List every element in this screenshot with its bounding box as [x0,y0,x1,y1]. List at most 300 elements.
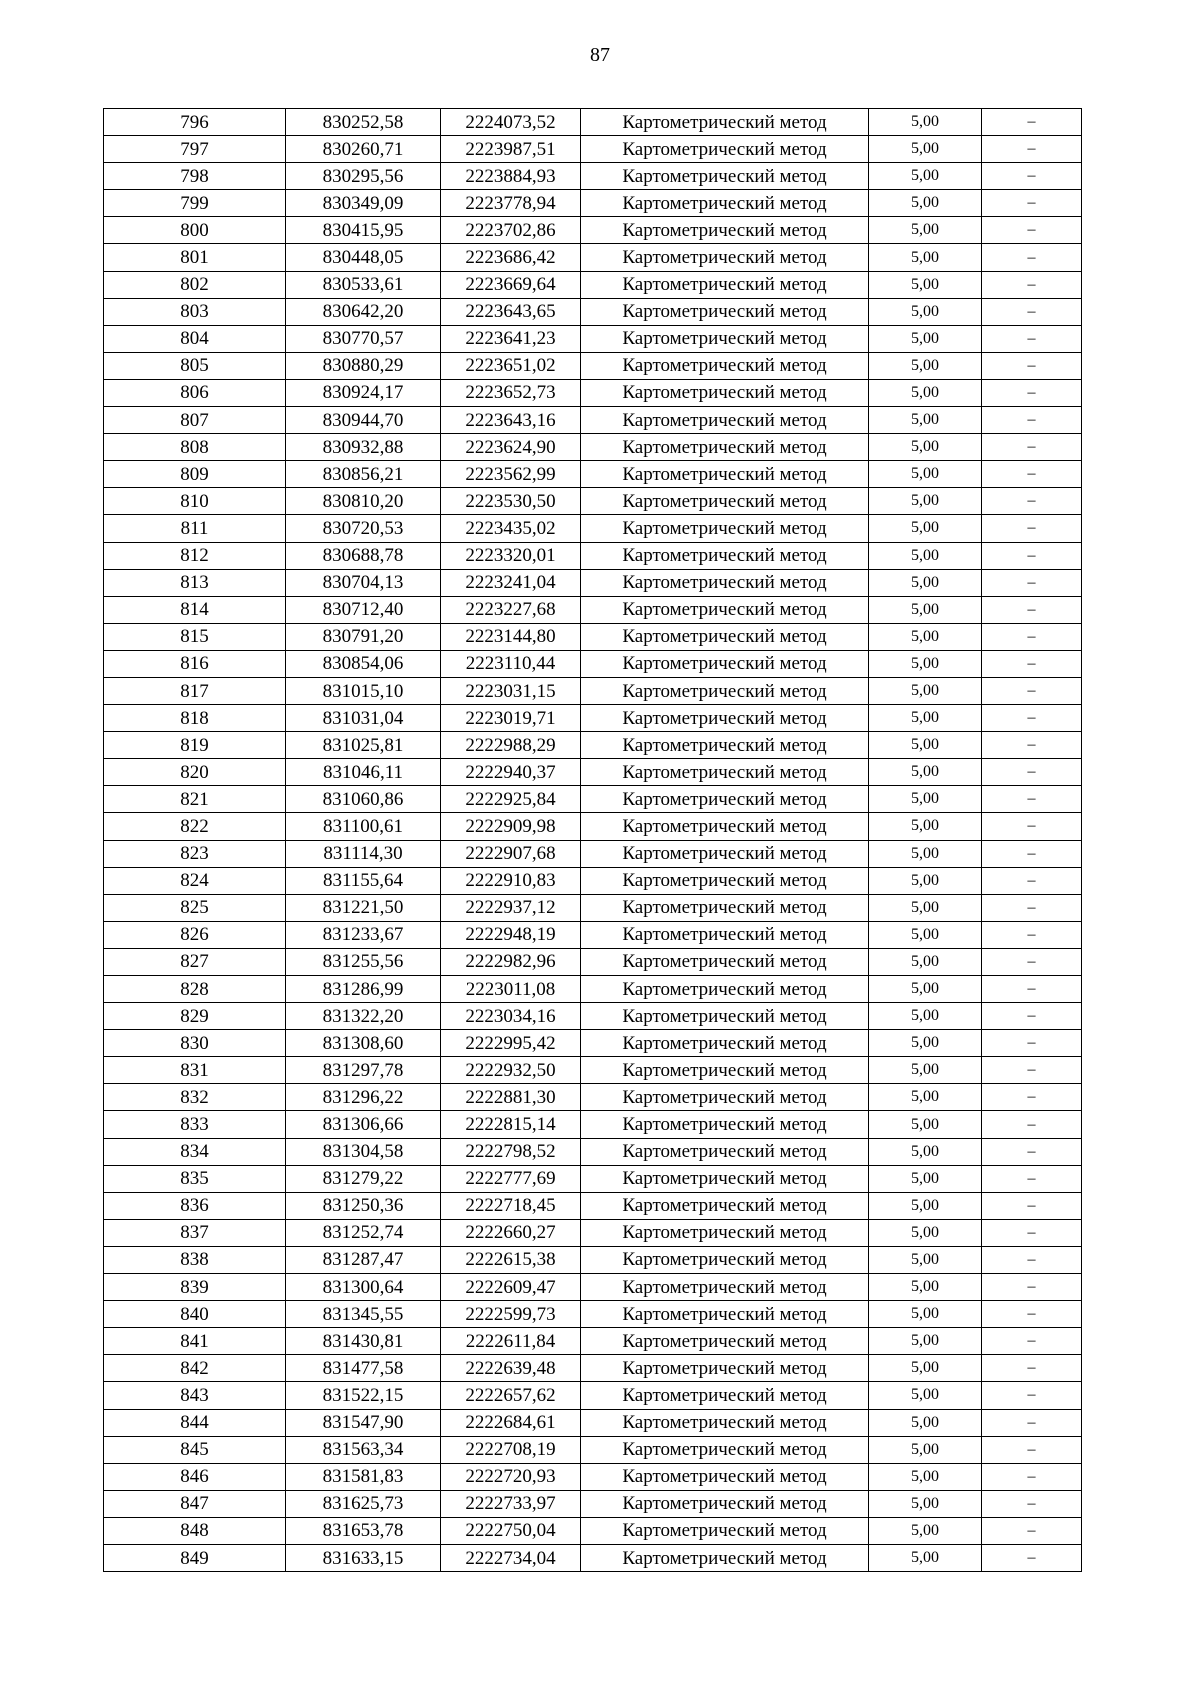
x-coordinate-cell: 831250,36 [286,1192,441,1219]
x-coordinate-cell: 830712,40 [286,596,441,623]
point-number-cell: 822 [104,813,286,840]
point-number-cell: 810 [104,488,286,515]
x-coordinate-cell: 831297,78 [286,1057,441,1084]
point-number-cell: 843 [104,1382,286,1409]
note-cell: – [982,1030,1082,1057]
note-cell: – [982,434,1082,461]
y-coordinate-cell: 2223241,04 [441,569,581,596]
x-coordinate-cell: 830932,88 [286,434,441,461]
method-cell: Картометрический метод [581,325,869,352]
y-coordinate-cell: 2223530,50 [441,488,581,515]
accuracy-cell: 5,00 [869,705,982,732]
x-coordinate-cell: 830688,78 [286,542,441,569]
accuracy-cell: 5,00 [869,1355,982,1382]
point-number-cell: 845 [104,1436,286,1463]
accuracy-cell: 5,00 [869,298,982,325]
table-row [104,1301,1082,1328]
y-coordinate-cell: 2223651,02 [441,352,581,379]
method-cell: Картометрический метод [581,1490,869,1517]
table-row [104,732,1082,759]
point-number-cell: 826 [104,921,286,948]
method-cell: Картометрический метод [581,569,869,596]
y-coordinate-cell: 2222750,04 [441,1517,581,1544]
method-cell: Картометрический метод [581,1030,869,1057]
table-row [104,434,1082,461]
note-cell: – [982,136,1082,163]
x-coordinate-cell: 831633,15 [286,1544,441,1571]
note-cell: – [982,1138,1082,1165]
accuracy-cell: 5,00 [869,976,982,1003]
y-coordinate-cell: 2223320,01 [441,542,581,569]
point-number-cell: 830 [104,1030,286,1057]
note-cell: – [982,569,1082,596]
accuracy-cell: 5,00 [869,732,982,759]
y-coordinate-cell: 2223019,71 [441,705,581,732]
table-row [104,1138,1082,1165]
method-cell: Картометрический метод [581,948,869,975]
point-number-cell: 811 [104,515,286,542]
x-coordinate-cell: 831025,81 [286,732,441,759]
method-cell: Картометрический метод [581,1057,869,1084]
table-row [104,677,1082,704]
y-coordinate-cell: 2222988,29 [441,732,581,759]
accuracy-cell: 5,00 [869,190,982,217]
x-coordinate-cell: 831304,58 [286,1138,441,1165]
accuracy-cell: 5,00 [869,136,982,163]
x-coordinate-cell: 831477,58 [286,1355,441,1382]
accuracy-cell: 5,00 [869,352,982,379]
note-cell: – [982,515,1082,542]
y-coordinate-cell: 2222734,04 [441,1544,581,1571]
note-cell: – [982,190,1082,217]
note-cell: – [982,1274,1082,1301]
point-number-cell: 806 [104,379,286,406]
note-cell: – [982,271,1082,298]
point-number-cell: 842 [104,1355,286,1382]
method-cell: Картометрический метод [581,190,869,217]
accuracy-cell: 5,00 [869,1409,982,1436]
accuracy-cell: 5,00 [869,1490,982,1517]
x-coordinate-cell: 831155,64 [286,867,441,894]
table-row [104,840,1082,867]
point-number-cell: 803 [104,298,286,325]
note-cell: – [982,488,1082,515]
x-coordinate-cell: 830642,20 [286,298,441,325]
accuracy-cell: 5,00 [869,623,982,650]
note-cell: – [982,1328,1082,1355]
note-cell: – [982,407,1082,434]
x-coordinate-cell: 831296,22 [286,1084,441,1111]
note-cell: – [982,379,1082,406]
method-cell: Картометрический метод [581,1463,869,1490]
method-cell: Картометрический метод [581,352,869,379]
x-coordinate-cell: 831322,20 [286,1003,441,1030]
method-cell: Картометрический метод [581,461,869,488]
y-coordinate-cell: 2223110,44 [441,650,581,677]
y-coordinate-cell: 2222798,52 [441,1138,581,1165]
point-number-cell: 840 [104,1301,286,1328]
method-cell: Картометрический метод [581,1301,869,1328]
coordinates-table [103,108,1082,1572]
table-row [104,650,1082,677]
note-cell: – [982,1355,1082,1382]
point-number-cell: 819 [104,732,286,759]
accuracy-cell: 5,00 [869,244,982,271]
y-coordinate-cell: 2223144,80 [441,623,581,650]
table-row [104,352,1082,379]
accuracy-cell: 5,00 [869,1436,982,1463]
point-number-cell: 828 [104,976,286,1003]
y-coordinate-cell: 2222611,84 [441,1328,581,1355]
y-coordinate-cell: 2222925,84 [441,786,581,813]
table-row [104,976,1082,1003]
x-coordinate-cell: 830448,05 [286,244,441,271]
coordinates-table-body [104,109,1082,1572]
method-cell: Картометрический метод [581,1517,869,1544]
table-row [104,1463,1082,1490]
point-number-cell: 817 [104,677,286,704]
note-cell: – [982,1192,1082,1219]
method-cell: Картометрический метод [581,596,869,623]
note-cell: – [982,1003,1082,1030]
method-cell: Картометрический метод [581,1003,869,1030]
table-row [104,271,1082,298]
point-number-cell: 846 [104,1463,286,1490]
point-number-cell: 808 [104,434,286,461]
accuracy-cell: 5,00 [869,894,982,921]
accuracy-cell: 5,00 [869,271,982,298]
y-coordinate-cell: 2222932,50 [441,1057,581,1084]
accuracy-cell: 5,00 [869,596,982,623]
y-coordinate-cell: 2223011,08 [441,976,581,1003]
y-coordinate-cell: 2222777,69 [441,1165,581,1192]
method-cell: Картометрический метод [581,813,869,840]
table-row [104,813,1082,840]
method-cell: Картометрический метод [581,1165,869,1192]
point-number-cell: 849 [104,1544,286,1571]
note-cell: – [982,921,1082,948]
method-cell: Картометрический метод [581,163,869,190]
note-cell: – [982,840,1082,867]
point-number-cell: 799 [104,190,286,217]
x-coordinate-cell: 830252,58 [286,109,441,136]
point-number-cell: 798 [104,163,286,190]
method-cell: Картометрический метод [581,244,869,271]
x-coordinate-cell: 830349,09 [286,190,441,217]
x-coordinate-cell: 831100,61 [286,813,441,840]
note-cell: – [982,217,1082,244]
accuracy-cell: 5,00 [869,650,982,677]
y-coordinate-cell: 2222940,37 [441,759,581,786]
note-cell: – [982,461,1082,488]
y-coordinate-cell: 2222684,61 [441,1409,581,1436]
note-cell: – [982,1111,1082,1138]
note-cell: – [982,677,1082,704]
accuracy-cell: 5,00 [869,840,982,867]
point-number-cell: 847 [104,1490,286,1517]
x-coordinate-cell: 831625,73 [286,1490,441,1517]
table-row [104,786,1082,813]
method-cell: Картометрический метод [581,1192,869,1219]
y-coordinate-cell: 2222815,14 [441,1111,581,1138]
point-number-cell: 818 [104,705,286,732]
note-cell: – [982,1517,1082,1544]
note-cell: – [982,1544,1082,1571]
accuracy-cell: 5,00 [869,217,982,244]
point-number-cell: 848 [104,1517,286,1544]
table-row [104,1517,1082,1544]
y-coordinate-cell: 2222615,38 [441,1246,581,1273]
y-coordinate-cell: 2222599,73 [441,1301,581,1328]
table-row [104,542,1082,569]
note-cell: – [982,976,1082,1003]
y-coordinate-cell: 2223669,64 [441,271,581,298]
point-number-cell: 801 [104,244,286,271]
table-row [104,379,1082,406]
accuracy-cell: 5,00 [869,1219,982,1246]
x-coordinate-cell: 830944,70 [286,407,441,434]
method-cell: Картометрический метод [581,976,869,1003]
point-number-cell: 836 [104,1192,286,1219]
table-row [104,407,1082,434]
method-cell: Картометрический метод [581,1084,869,1111]
x-coordinate-cell: 831286,99 [286,976,441,1003]
y-coordinate-cell: 2222982,96 [441,948,581,975]
method-cell: Картометрический метод [581,732,869,759]
table-row [104,1057,1082,1084]
accuracy-cell: 5,00 [869,1544,982,1571]
note-cell: – [982,732,1082,759]
x-coordinate-cell: 831306,66 [286,1111,441,1138]
method-cell: Картометрический метод [581,1382,869,1409]
table-row [104,163,1082,190]
point-number-cell: 829 [104,1003,286,1030]
point-number-cell: 809 [104,461,286,488]
x-coordinate-cell: 831300,64 [286,1274,441,1301]
method-cell: Картометрический метод [581,1219,869,1246]
method-cell: Картометрический метод [581,407,869,434]
table-row [104,705,1082,732]
y-coordinate-cell: 2223702,86 [441,217,581,244]
note-cell: – [982,542,1082,569]
point-number-cell: 797 [104,136,286,163]
note-cell: – [982,623,1082,650]
table-row [104,1544,1082,1571]
method-cell: Картометрический метод [581,109,869,136]
y-coordinate-cell: 2222708,19 [441,1436,581,1463]
table-row [104,1165,1082,1192]
table-row [104,325,1082,352]
y-coordinate-cell: 2223643,16 [441,407,581,434]
table-row [104,461,1082,488]
x-coordinate-cell: 830854,06 [286,650,441,677]
method-cell: Картометрический метод [581,1409,869,1436]
accuracy-cell: 5,00 [869,1246,982,1273]
table-row [104,569,1082,596]
accuracy-cell: 5,00 [869,1138,982,1165]
point-number-cell: 835 [104,1165,286,1192]
note-cell: – [982,894,1082,921]
table-row [104,1436,1082,1463]
y-coordinate-cell: 2222909,98 [441,813,581,840]
accuracy-cell: 5,00 [869,1463,982,1490]
y-coordinate-cell: 2222657,62 [441,1382,581,1409]
x-coordinate-cell: 830791,20 [286,623,441,650]
x-coordinate-cell: 831308,60 [286,1030,441,1057]
y-coordinate-cell: 2223884,93 [441,163,581,190]
accuracy-cell: 5,00 [869,379,982,406]
note-cell: – [982,1219,1082,1246]
y-coordinate-cell: 2222718,45 [441,1192,581,1219]
table-row [104,1246,1082,1273]
x-coordinate-cell: 831046,11 [286,759,441,786]
accuracy-cell: 5,00 [869,759,982,786]
table-row [104,109,1082,136]
method-cell: Картометрический метод [581,217,869,244]
point-number-cell: 823 [104,840,286,867]
y-coordinate-cell: 2222937,12 [441,894,581,921]
accuracy-cell: 5,00 [869,1057,982,1084]
accuracy-cell: 5,00 [869,1111,982,1138]
y-coordinate-cell: 2223034,16 [441,1003,581,1030]
accuracy-cell: 5,00 [869,1003,982,1030]
y-coordinate-cell: 2223641,23 [441,325,581,352]
point-number-cell: 825 [104,894,286,921]
x-coordinate-cell: 831522,15 [286,1382,441,1409]
y-coordinate-cell: 2223227,68 [441,596,581,623]
point-number-cell: 814 [104,596,286,623]
note-cell: – [982,1382,1082,1409]
accuracy-cell: 5,00 [869,515,982,542]
point-number-cell: 805 [104,352,286,379]
x-coordinate-cell: 830704,13 [286,569,441,596]
note-cell: – [982,1409,1082,1436]
method-cell: Картометрический метод [581,488,869,515]
method-cell: Картометрический метод [581,1355,869,1382]
table-row [104,1111,1082,1138]
note-cell: – [982,1084,1082,1111]
y-coordinate-cell: 2222720,93 [441,1463,581,1490]
accuracy-cell: 5,00 [869,1274,982,1301]
x-coordinate-cell: 830720,53 [286,515,441,542]
x-coordinate-cell: 830810,20 [286,488,441,515]
point-number-cell: 827 [104,948,286,975]
method-cell: Картометрический метод [581,786,869,813]
x-coordinate-cell: 831345,55 [286,1301,441,1328]
point-number-cell: 815 [104,623,286,650]
x-coordinate-cell: 831653,78 [286,1517,441,1544]
table-row [104,921,1082,948]
y-coordinate-cell: 2223031,15 [441,677,581,704]
point-number-cell: 844 [104,1409,286,1436]
accuracy-cell: 5,00 [869,542,982,569]
x-coordinate-cell: 831563,34 [286,1436,441,1463]
table-row [104,136,1082,163]
accuracy-cell: 5,00 [869,677,982,704]
method-cell: Картометрический метод [581,434,869,461]
note-cell: – [982,867,1082,894]
x-coordinate-cell: 830770,57 [286,325,441,352]
accuracy-cell: 5,00 [869,1030,982,1057]
method-cell: Картометрический метод [581,840,869,867]
point-number-cell: 839 [104,1274,286,1301]
table-row [104,1219,1082,1246]
point-number-cell: 831 [104,1057,286,1084]
y-coordinate-cell: 2223562,99 [441,461,581,488]
accuracy-cell: 5,00 [869,948,982,975]
x-coordinate-cell: 831547,90 [286,1409,441,1436]
y-coordinate-cell: 2223778,94 [441,190,581,217]
x-coordinate-cell: 831060,86 [286,786,441,813]
accuracy-cell: 5,00 [869,1328,982,1355]
note-cell: – [982,1463,1082,1490]
method-cell: Картометрический метод [581,677,869,704]
accuracy-cell: 5,00 [869,325,982,352]
point-number-cell: 832 [104,1084,286,1111]
table-row [104,1030,1082,1057]
method-cell: Картометрический метод [581,921,869,948]
x-coordinate-cell: 831252,74 [286,1219,441,1246]
method-cell: Картометрический метод [581,894,869,921]
point-number-cell: 813 [104,569,286,596]
point-number-cell: 812 [104,542,286,569]
x-coordinate-cell: 831031,04 [286,705,441,732]
table-row [104,1409,1082,1436]
table-row [104,894,1082,921]
x-coordinate-cell: 831255,56 [286,948,441,975]
x-coordinate-cell: 830856,21 [286,461,441,488]
page-number: 87 [590,44,610,66]
method-cell: Картометрический метод [581,759,869,786]
note-cell: – [982,1436,1082,1463]
point-number-cell: 841 [104,1328,286,1355]
method-cell: Картометрический метод [581,1274,869,1301]
note-cell: – [982,705,1082,732]
method-cell: Картометрический метод [581,1328,869,1355]
y-coordinate-cell: 2222948,19 [441,921,581,948]
point-number-cell: 821 [104,786,286,813]
x-coordinate-cell: 831287,47 [286,1246,441,1273]
accuracy-cell: 5,00 [869,1165,982,1192]
method-cell: Картометрический метод [581,1138,869,1165]
x-coordinate-cell: 831114,30 [286,840,441,867]
method-cell: Картометрический метод [581,1246,869,1273]
accuracy-cell: 5,00 [869,1192,982,1219]
accuracy-cell: 5,00 [869,813,982,840]
y-coordinate-cell: 2222733,97 [441,1490,581,1517]
method-cell: Картометрический метод [581,867,869,894]
table-row [104,1084,1082,1111]
x-coordinate-cell: 830880,29 [286,352,441,379]
table-row [104,515,1082,542]
point-number-cell: 807 [104,407,286,434]
accuracy-cell: 5,00 [869,867,982,894]
y-coordinate-cell: 2222881,30 [441,1084,581,1111]
table-row [104,1355,1082,1382]
note-cell: – [982,1246,1082,1273]
point-number-cell: 838 [104,1246,286,1273]
y-coordinate-cell: 2222907,68 [441,840,581,867]
x-coordinate-cell: 831581,83 [286,1463,441,1490]
x-coordinate-cell: 831221,50 [286,894,441,921]
note-cell: – [982,1490,1082,1517]
table-row [104,596,1082,623]
method-cell: Картометрический метод [581,650,869,677]
y-coordinate-cell: 2222639,48 [441,1355,581,1382]
accuracy-cell: 5,00 [869,1382,982,1409]
y-coordinate-cell: 2222995,42 [441,1030,581,1057]
table-row [104,488,1082,515]
